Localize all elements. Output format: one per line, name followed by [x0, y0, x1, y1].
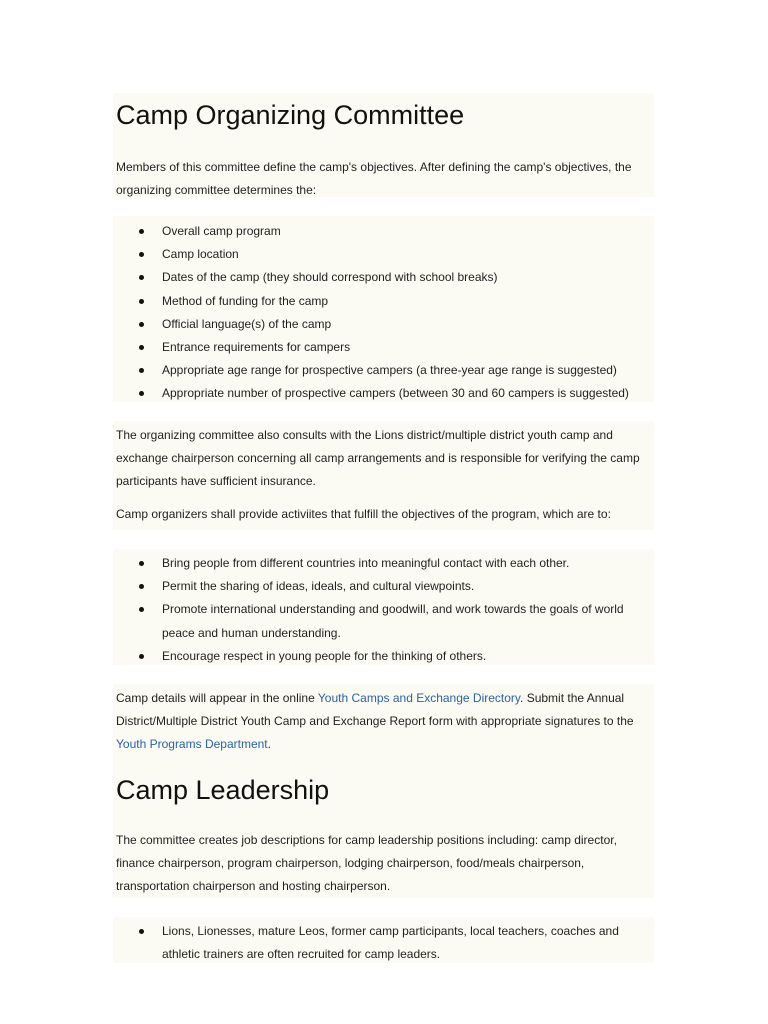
youth-camps-directory-link[interactable]: Youth Camps and Exchange Directory — [317, 691, 521, 705]
list-item: Appropriate age range for prospective campers (a three-year age range is suggested) — [113, 359, 654, 382]
committee-duties-list — [113, 220, 654, 406]
youth-programs-department-link[interactable]: Youth Programs Department — [116, 737, 268, 751]
list-item: Permit the sharing of ideas, ideals, and cultural viewpoints. — [113, 575, 654, 598]
bullet-icon — [139, 607, 144, 612]
committee-intro-paragraph: Members of this committee define the camp's objectives. After defining the camp's objectives, the organizing committee determines the: — [116, 160, 632, 197]
section-heading-leadership: Camp Leadership — [116, 775, 330, 805]
bullet-icon — [139, 368, 144, 373]
objectives-block — [113, 549, 654, 665]
leadership-intro-paragraph: The committee creates job descriptions for camp leadership positions including: camp director, finance chairperson, program chairperson, lodging chairperson, food/meals chairperson, transportation chairperson and hosting chairperson. — [116, 833, 617, 893]
committee-intro-block — [113, 93, 654, 197]
bullet-icon — [139, 252, 144, 257]
list-item: Camp location — [113, 243, 654, 266]
committee-duties-block — [113, 216, 654, 402]
objectives-list — [113, 552, 654, 668]
list-item: Appropriate number of prospective campers (between 30 and 60 campers is suggested) — [113, 382, 654, 405]
leadership-list-block — [113, 917, 654, 963]
camp-details-paragraph: Camp details will appear in the online Youth Camps and Exchange Directory. Submit the Annual District/Multiple District Youth Camp and Exchange Report form with appropriate signatures to the Youth Programs Department. — [116, 691, 634, 751]
bullet-icon — [139, 654, 144, 659]
bullet-icon — [139, 275, 144, 280]
bullet-icon — [139, 929, 144, 934]
details-block — [113, 684, 654, 898]
list-item: Dates of the camp (they should correspond with school breaks) — [113, 266, 654, 289]
list-item: Official language(s) of the camp — [113, 313, 654, 336]
list-item: Bring people from different countries into meaningful contact with each other. — [113, 552, 654, 575]
bullet-icon — [139, 229, 144, 234]
leadership-list — [113, 920, 654, 966]
bullet-icon — [139, 584, 144, 589]
consult-block — [113, 421, 654, 530]
list-item: Encourage respect in young people for the thinking of others. — [113, 645, 654, 668]
bullet-icon — [139, 391, 144, 396]
list-item: Overall camp program — [113, 220, 654, 243]
bullet-icon — [139, 345, 144, 350]
consult-paragraph: The organizing committee also consults with the Lions district/multiple district youth camp and exchange chairperson concerning all camp arrangements and is responsible for verifying the camp participants have sufficient insurance. — [116, 428, 640, 488]
section-heading-committee: Camp Organizing Committee — [116, 100, 465, 130]
list-item: Promote international understanding and goodwill, and work towards the goals of world peace and human understanding. — [113, 598, 654, 644]
activities-intro-paragraph: Camp organizers shall provide activiites that fulfill the objectives of the program, which are to: — [116, 507, 611, 521]
list-item: Method of funding for the camp — [113, 290, 654, 313]
list-item: Entrance requirements for campers — [113, 336, 654, 359]
list-item: Lions, Lionesses, mature Leos, former camp participants, local teachers, coaches and athletic trainers are often recruited for camp leaders. — [113, 920, 654, 966]
bullet-icon — [139, 299, 144, 304]
bullet-icon — [139, 561, 144, 566]
bullet-icon — [139, 322, 144, 327]
